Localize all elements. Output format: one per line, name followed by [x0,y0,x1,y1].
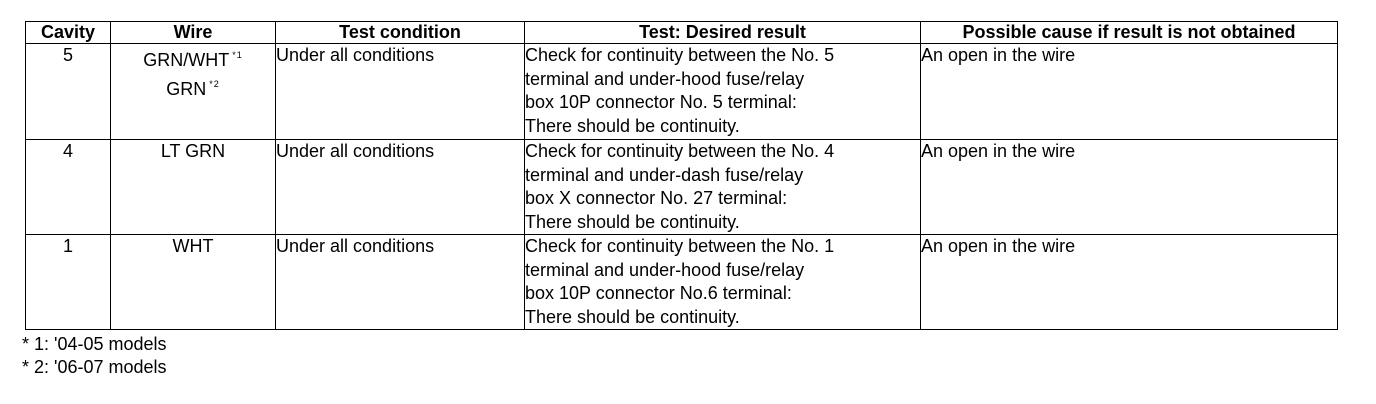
result-line: terminal and under-hood fuse/relay [525,68,805,89]
result-line: Check for continuity between the No. 4 [525,141,835,161]
wire-color: GRN/WHT [143,50,230,70]
cavity-cell: 4 [26,140,111,235]
wire-cell [111,44,276,140]
test-condition-cell: Under all conditions [276,235,525,330]
desired-result-cell [525,44,921,140]
desired-result-cell [525,235,921,330]
result-line: There should be continuity. [525,115,740,136]
result-line: box 10P connector No.6 terminal: [525,283,792,303]
result-line: There should be continuity. [525,306,740,327]
cavity-cell: 5 [26,44,111,140]
wire-cell [111,235,276,330]
footnote: * 1: '04-05 models [22,334,167,354]
wire-color: GRN [166,78,207,99]
header-wire: Wire [111,22,276,44]
header-desired-result: Test: Desired result [525,22,921,44]
footnote: * 2: '06-07 models [22,357,167,377]
table-row [26,44,1338,140]
result-line: Check for continuity between the No. 1 [525,236,835,256]
wire-line [111,44,275,73]
table-header-row [26,22,1338,44]
wire-color: LT GRN [160,141,226,161]
wire-line [111,140,275,164]
possible-cause-cell: An open in the wire [921,44,1338,140]
desired-result-cell [525,140,921,235]
table-row [26,235,1338,330]
test-condition-cell: Under all conditions [276,140,525,235]
result-line: There should be continuity. [525,211,740,232]
header-test-condition: Test condition [276,22,525,44]
possible-cause-cell: An open in the wire [921,140,1338,235]
result-line: box 10P connector No. 5 terminal: [525,92,797,112]
wire-line [111,73,275,102]
header-possible-cause: Possible cause if result is not obtained [921,22,1338,44]
table-row [26,140,1338,235]
wire-footnote-ref: *1 [232,50,243,60]
result-line: terminal and under-hood fuse/relay [525,259,805,280]
footnotes [22,333,167,379]
wire-line [111,235,275,259]
possible-cause-cell: An open in the wire [921,235,1338,330]
wire-footnote-ref: *2 [209,78,220,89]
wire-cell [111,140,276,235]
wire-color: WHT [172,236,214,256]
test-condition-cell: Under all conditions [276,44,525,140]
result-line: Check for continuity between the No. 5 [525,45,835,65]
result-line: box X connector No. 27 terminal: [525,188,788,208]
result-line: terminal and under-dash fuse/relay [525,164,804,185]
connector-test-table [25,21,1338,330]
header-cavity: Cavity [26,22,111,44]
cavity-cell: 1 [26,235,111,330]
